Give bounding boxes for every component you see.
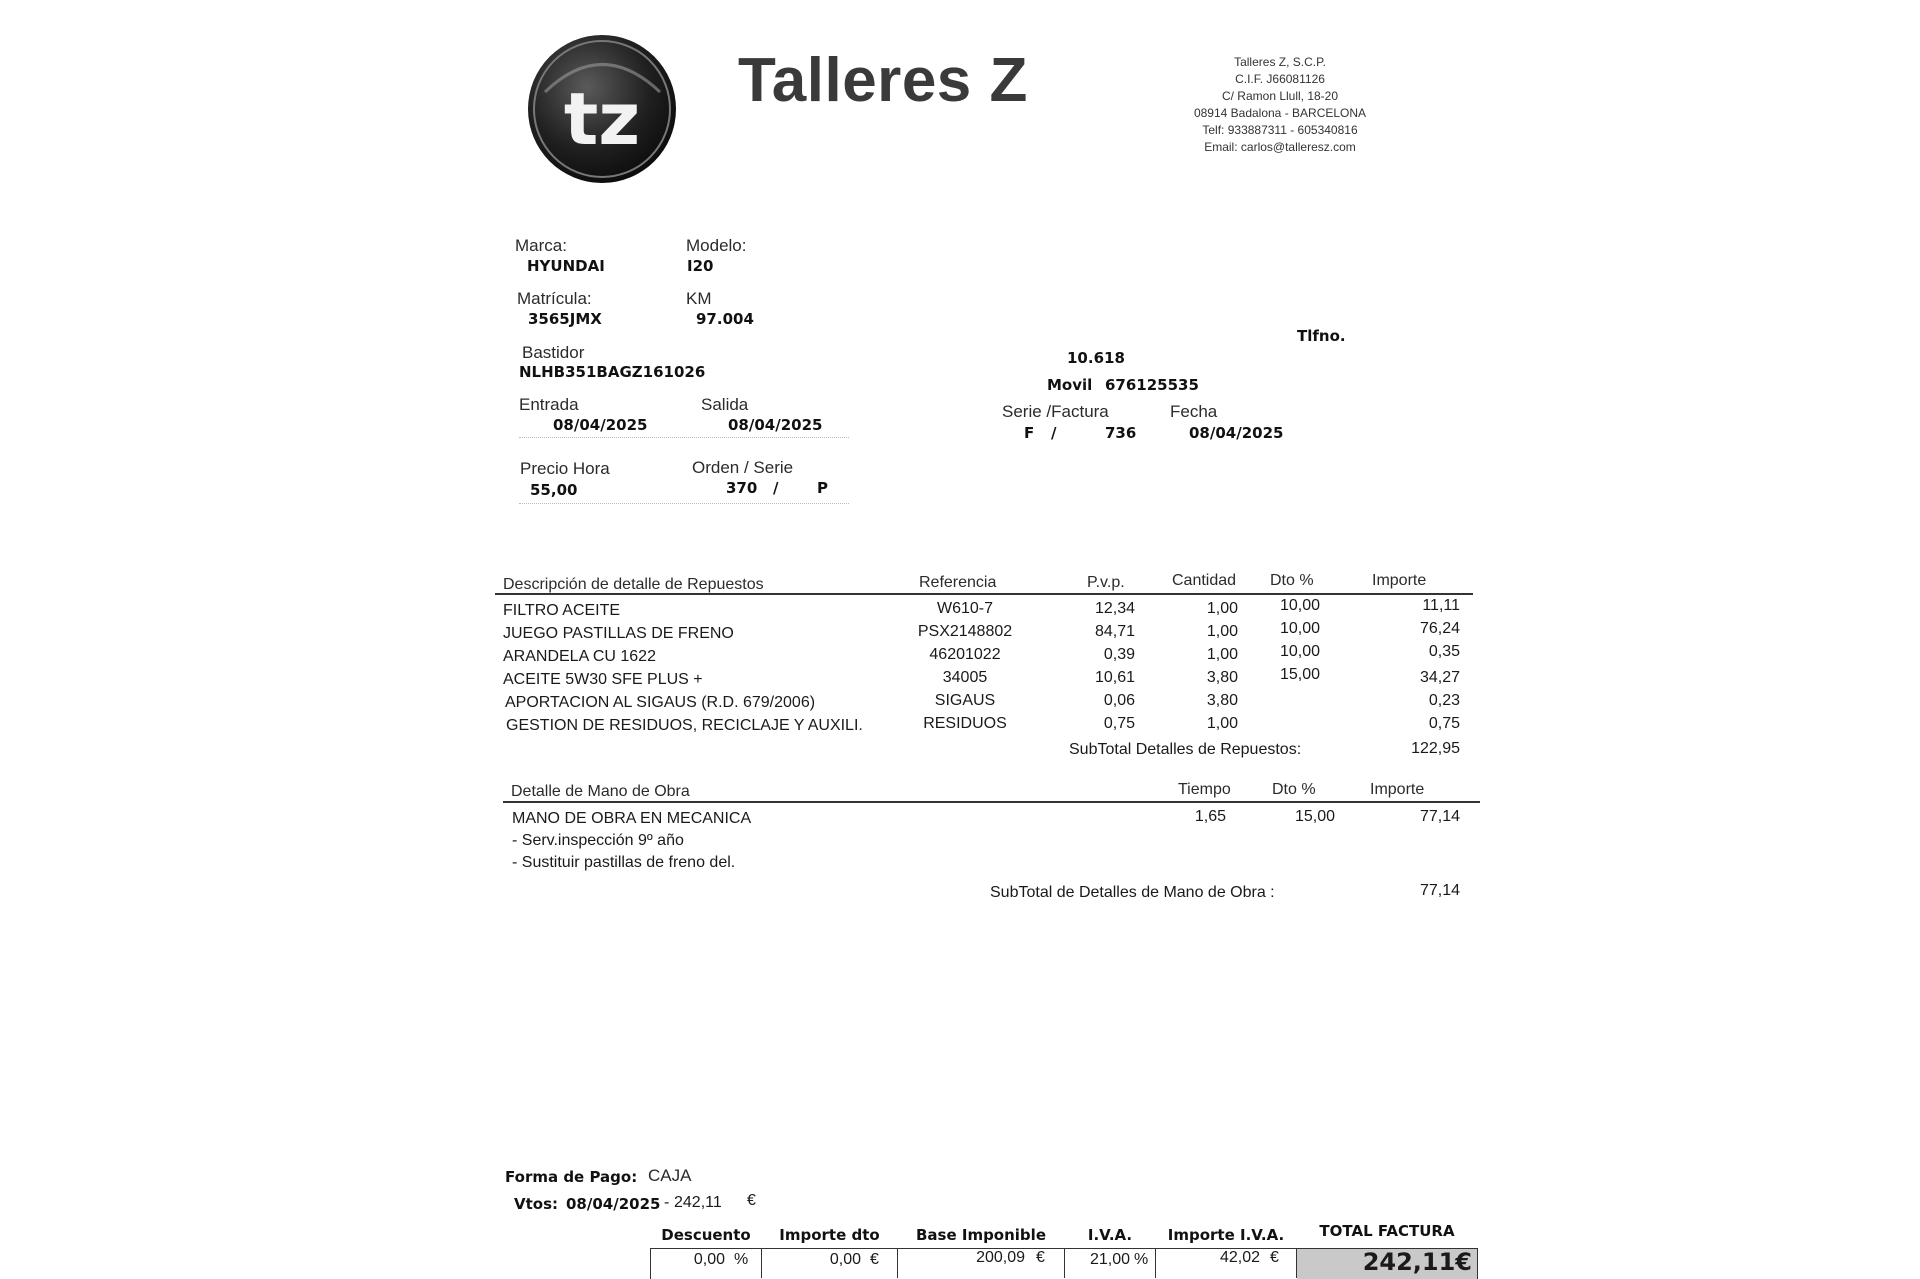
labor-subtotal-value: 77,14 bbox=[1419, 882, 1460, 899]
labor-time: 1,65 bbox=[1194, 808, 1226, 825]
part-reference: RESIDUOS bbox=[923, 715, 1007, 732]
totals-base: 200,09 bbox=[976, 1249, 1025, 1266]
part-description: ACEITE 5W30 SFE PLUS + bbox=[503, 671, 703, 688]
order-value: 370 bbox=[726, 479, 758, 497]
part-amount: 0,35 bbox=[1428, 643, 1460, 660]
part-amount: 0,23 bbox=[1428, 692, 1460, 709]
exit-label: Salida bbox=[701, 395, 749, 414]
phone-label: Tlfno. bbox=[1297, 327, 1346, 345]
labor-note: - Sustituir pastillas de freno del. bbox=[512, 854, 736, 871]
totals-divider bbox=[897, 1248, 898, 1278]
due-amount: 242,11 bbox=[674, 1194, 722, 1211]
model-value: I20 bbox=[687, 257, 714, 275]
due-separator: - bbox=[664, 1194, 670, 1211]
part-discount: 10,00 bbox=[1279, 597, 1320, 614]
part-quantity: 1,00 bbox=[1206, 600, 1238, 617]
part-quantity: 1,00 bbox=[1206, 715, 1238, 732]
logo-emblem bbox=[525, 32, 680, 187]
mobile-label: Movil bbox=[1047, 376, 1093, 394]
brand-value: HYUNDAI bbox=[527, 257, 605, 275]
part-discount: 10,00 bbox=[1279, 620, 1320, 637]
labor-header-discount: Dto % bbox=[1272, 781, 1316, 798]
due-label: Vtos: bbox=[514, 1195, 559, 1213]
due-currency: € bbox=[747, 1192, 756, 1209]
labor-note: - Serv.inspección 9º año bbox=[512, 832, 684, 849]
plate-label: Matrícula: bbox=[517, 289, 592, 308]
labor-subtotal-label: SubTotal de Detalles de Mano de Obra : bbox=[990, 884, 1275, 901]
totals-vat-amount: 42,02 bbox=[1219, 1249, 1260, 1266]
labor-header-description: Detalle de Mano de Obra bbox=[511, 783, 690, 800]
part-quantity: 3,80 bbox=[1206, 669, 1238, 686]
parts-header-quantity: Cantidad bbox=[1172, 572, 1237, 589]
totals-vat: 21,00 bbox=[1089, 1251, 1130, 1268]
company-info bbox=[1150, 54, 1410, 156]
exit-value: 08/04/2025 bbox=[728, 416, 823, 434]
totals-discount-amount: 0,00 bbox=[829, 1251, 861, 1268]
order-separator: / bbox=[773, 479, 779, 497]
totals-header-base: Base Imponible bbox=[915, 1226, 1046, 1244]
part-amount: 34,27 bbox=[1419, 669, 1460, 686]
logo-lettering: tz bbox=[563, 77, 641, 161]
series-label: Serie /Factura bbox=[1002, 402, 1109, 421]
order-label: Orden / Serie bbox=[692, 458, 794, 477]
payment-method-value: CAJA bbox=[648, 1166, 692, 1185]
company-legal-name: Talleres Z, S.C.P. bbox=[1234, 55, 1326, 69]
part-discount: 10,00 bbox=[1279, 643, 1320, 660]
entry-value: 08/04/2025 bbox=[553, 416, 648, 434]
part-price: 0,75 bbox=[1103, 715, 1135, 732]
date-label: Fecha bbox=[1170, 402, 1218, 421]
payment-method-label: Forma de Pago: bbox=[505, 1168, 638, 1186]
part-amount: 0,75 bbox=[1428, 715, 1460, 732]
brand-label: Marca: bbox=[515, 236, 567, 255]
part-reference: SIGAUS bbox=[934, 692, 996, 709]
company-email: Email: carlos@talleresz.com bbox=[1204, 140, 1356, 154]
parts-header-description: Descripción de detalle de Repuestos bbox=[503, 576, 764, 593]
km-value: 97.004 bbox=[696, 310, 754, 328]
company-logo bbox=[525, 32, 680, 187]
part-quantity: 3,80 bbox=[1206, 692, 1238, 709]
totals-header-vat: I.V.A. bbox=[1087, 1226, 1133, 1244]
labor-header-rule bbox=[503, 801, 1480, 803]
labor-description: MANO DE OBRA EN MECANICA bbox=[512, 810, 752, 827]
invoice-total: 242,11€ bbox=[1362, 1248, 1472, 1276]
part-price: 0,06 bbox=[1103, 692, 1135, 709]
company-cif: C.I.F. J66081126 bbox=[1235, 72, 1325, 86]
parts-header-discount: Dto % bbox=[1270, 572, 1314, 589]
order-series: P bbox=[817, 479, 828, 497]
totals-header-discount-amount: Importe dto bbox=[779, 1226, 880, 1244]
part-price: 10,61 bbox=[1094, 669, 1135, 686]
company-street: C/ Ramon Llull, 18-20 bbox=[1221, 89, 1339, 103]
part-reference: 34005 bbox=[942, 669, 988, 686]
hour-price-label: Precio Hora bbox=[520, 459, 610, 478]
totals-divider bbox=[1064, 1248, 1065, 1278]
totals-divider bbox=[1296, 1248, 1297, 1278]
part-discount: 15,00 bbox=[1279, 666, 1320, 683]
customer-code: 10.618 bbox=[1067, 349, 1125, 367]
totals-header-vat-amount: Importe I.V.A. bbox=[1167, 1226, 1285, 1244]
part-description: APORTACION AL SIGAUS (R.D. 679/2006) bbox=[505, 694, 816, 711]
part-price: 0,39 bbox=[1103, 646, 1135, 663]
brand-title: Talleres Z bbox=[738, 46, 1028, 115]
chassis-value: NLHB351BAGZ161026 bbox=[519, 363, 706, 381]
part-reference: 46201022 bbox=[929, 646, 1001, 663]
company-city: 08914 Badalona - BARCELONA bbox=[1193, 106, 1367, 120]
invoice-date: 08/04/2025 bbox=[1189, 424, 1284, 442]
part-amount: 11,11 bbox=[1422, 597, 1460, 614]
parts-header-amount: Importe bbox=[1372, 572, 1427, 589]
chassis-label: Bastidor bbox=[522, 343, 585, 362]
labor-amount: 77,14 bbox=[1419, 808, 1460, 825]
plate-value: 3565JMX bbox=[528, 310, 602, 328]
totals-discount-amount-unit: € bbox=[870, 1251, 879, 1268]
series-value: F bbox=[1024, 424, 1035, 442]
km-label: KM bbox=[686, 289, 712, 308]
part-reference: W610-7 bbox=[936, 600, 994, 617]
entry-dotted-line bbox=[519, 437, 849, 438]
hour-price-value: 55,00 bbox=[530, 481, 578, 499]
totals-discount-unit: % bbox=[734, 1251, 749, 1268]
invoice-number: 736 bbox=[1105, 424, 1137, 442]
part-reference: PSX2148802 bbox=[917, 623, 1013, 640]
parts-header-reference: Referencia bbox=[919, 574, 997, 591]
parts-header-price: P.v.p. bbox=[1087, 574, 1125, 591]
part-amount: 76,24 bbox=[1419, 620, 1460, 637]
totals-vat-amount-unit: € bbox=[1270, 1249, 1279, 1266]
part-description: JUEGO PASTILLAS DE FRENO bbox=[503, 625, 734, 642]
totals-divider bbox=[1155, 1248, 1156, 1278]
labor-header-amount: Importe bbox=[1370, 781, 1425, 798]
totals-vat-unit: % bbox=[1134, 1251, 1149, 1268]
totals-divider bbox=[761, 1248, 762, 1278]
parts-subtotal-value: 122,95 bbox=[1411, 740, 1460, 757]
parts-header-rule bbox=[495, 593, 1473, 595]
due-date: 08/04/2025 bbox=[566, 1195, 661, 1213]
model-label: Modelo: bbox=[686, 236, 747, 255]
hour-dotted-line bbox=[519, 503, 849, 504]
totals-header-discount: Descuento bbox=[661, 1226, 751, 1244]
labor-header-time: Tiempo bbox=[1178, 781, 1231, 798]
totals-discount: 0,00 bbox=[693, 1251, 725, 1268]
mobile-value: 676125535 bbox=[1105, 376, 1199, 394]
labor-discount: 15,00 bbox=[1294, 808, 1335, 825]
totals-header-total: TOTAL FACTURA bbox=[1319, 1222, 1455, 1240]
company-phone: Telf: 933887311 - 605340816 bbox=[1202, 123, 1358, 137]
part-description: FILTRO ACEITE bbox=[503, 602, 621, 619]
part-price: 84,71 bbox=[1094, 623, 1135, 640]
part-quantity: 1,00 bbox=[1206, 646, 1238, 663]
part-description: GESTION DE RESIDUOS, RECICLAJE Y AUXILI. bbox=[506, 717, 863, 734]
part-price: 12,34 bbox=[1094, 600, 1135, 617]
parts-subtotal-label: SubTotal Detalles de Repuestos: bbox=[1069, 741, 1302, 758]
part-quantity: 1,00 bbox=[1206, 623, 1238, 640]
entry-label: Entrada bbox=[519, 395, 579, 414]
totals-base-unit: € bbox=[1036, 1249, 1045, 1266]
part-description: ARANDELA CU 1622 bbox=[503, 648, 656, 665]
series-separator: / bbox=[1051, 424, 1057, 442]
